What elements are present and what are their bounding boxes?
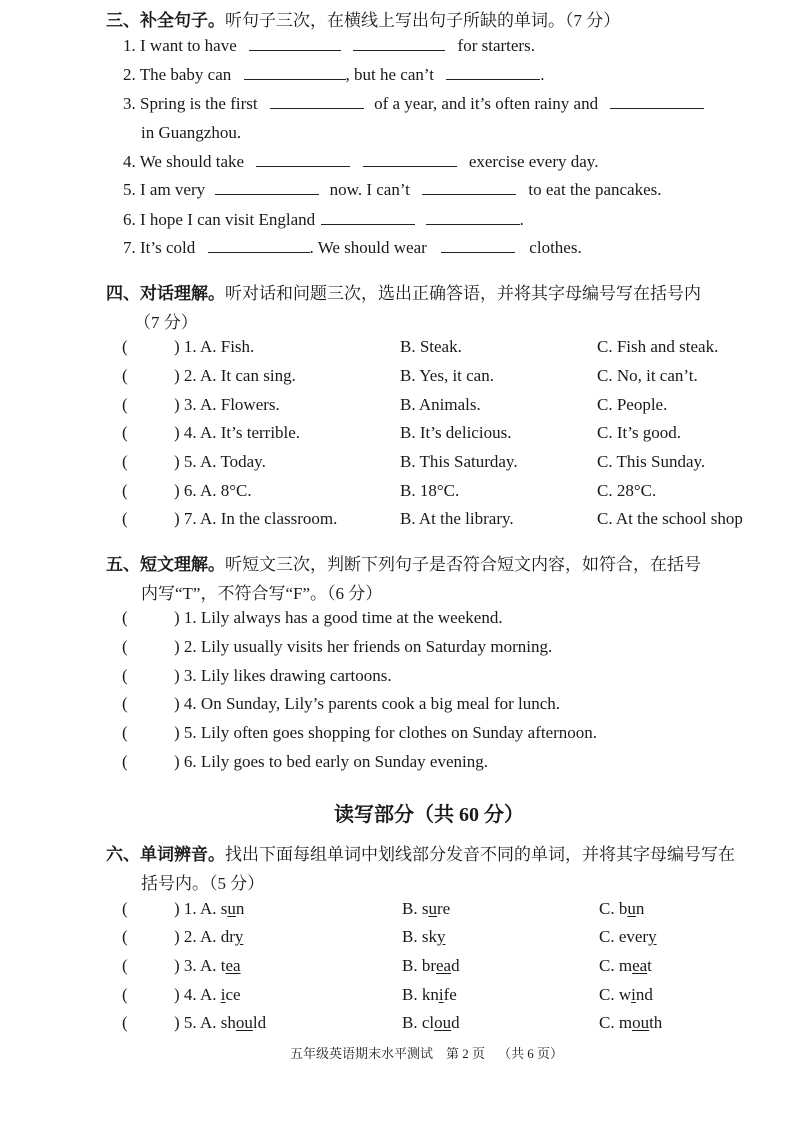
word-option-b <box>402 899 450 919</box>
answer-blank[interactable] <box>353 36 445 51</box>
answer-blank[interactable] <box>363 152 457 167</box>
s3-item-3-cont: in Guangzhou. <box>141 123 242 142</box>
s3-item-7-text: 7. It’s cold <box>123 238 196 257</box>
section3-heading <box>106 6 620 31</box>
underlined-letters: u <box>627 899 636 918</box>
answer-paren[interactable]: ( <box>122 395 128 414</box>
option-c: C. People. <box>597 395 668 414</box>
section5-points: 内写“T”，不符合写“F”。（6 分） <box>141 584 383 603</box>
word-part: d <box>451 956 460 975</box>
s3-item-7-mid: . We should wear <box>309 238 427 257</box>
statement: ) 1. Lily always has a good time at the weekend. <box>174 608 503 627</box>
answer-paren[interactable]: ( <box>122 1013 128 1032</box>
s3-item-1-text: 1. I want to have <box>123 36 237 55</box>
answer-blank[interactable] <box>256 152 350 167</box>
answer-paren[interactable]: ( <box>122 752 128 771</box>
section4-instruction: 听对话和问题三次，选出正确答语，并将其字母编号写在括号内 <box>225 284 701 303</box>
answer-blank[interactable] <box>321 210 415 225</box>
s3-item-5-text: 5. I am very <box>123 180 206 199</box>
s3-item-5 <box>123 180 662 200</box>
section6-instruction-cont <box>141 869 264 894</box>
word-option-c <box>599 956 652 976</box>
word-part: fe <box>443 985 457 1004</box>
answer-blank[interactable] <box>270 94 364 109</box>
s3-item-1-end: for starters. <box>457 36 535 55</box>
word-option-c <box>599 985 653 1005</box>
section6-instruction: 找出下面每组单词中划线部分发音不同的单词，并将其字母编号写在 <box>225 845 735 864</box>
option-b: B. Animals. <box>400 395 481 414</box>
s3-item-7-end: clothes. <box>529 238 582 257</box>
s3-item-2 <box>123 65 544 85</box>
word-part: C. ever <box>599 927 649 946</box>
answer-paren[interactable]: ( <box>122 723 128 742</box>
answer-paren[interactable]: ( <box>122 366 128 385</box>
word-option-a <box>174 985 241 1005</box>
page-footer: 五年级英语期末水平测试 第 2 页 （共 6 页） <box>290 1046 564 1061</box>
section5-instruction-cont <box>141 579 382 604</box>
option-c: C. Fish and steak. <box>597 337 719 356</box>
s3-item-3 <box>123 94 704 114</box>
answer-blank[interactable] <box>426 210 520 225</box>
underlined-letters: i <box>438 985 444 1004</box>
s3-item-2-mid: , but he can’t <box>345 65 434 84</box>
answer-paren[interactable]: ( <box>122 608 128 627</box>
s3-item-6 <box>123 210 524 230</box>
part-title: 读写部分（共 60 分） <box>334 804 524 826</box>
answer-paren[interactable]: ( <box>122 985 128 1004</box>
word-part: B. kn <box>402 985 439 1004</box>
option-b: B. At the library. <box>400 509 514 528</box>
section4-instruction-cont <box>134 308 198 333</box>
underlined-letters: i <box>220 985 226 1004</box>
answer-paren[interactable]: ( <box>122 509 128 528</box>
underlined-letters: y <box>234 927 244 946</box>
underlined-letters: u <box>428 899 437 918</box>
word-option-c <box>599 1013 662 1033</box>
answer-paren[interactable]: ( <box>122 423 128 442</box>
option-c: C. No, it can’t. <box>597 366 698 385</box>
section3-title: 三、补全句子。 <box>106 11 225 30</box>
answer-paren[interactable]: ( <box>122 927 128 946</box>
option-a: ) 6. A. 8°C. <box>174 481 252 500</box>
word-part: ) 5. A. <box>174 1013 221 1032</box>
s3-item-4-text: 4. We should take <box>123 152 245 171</box>
underlined-letters: ea <box>436 956 452 975</box>
option-a: ) 3. A. Flowers. <box>174 395 280 414</box>
word-part: ) 4. A. <box>174 985 221 1004</box>
word-part: C. b <box>599 899 628 918</box>
s3-item-1 <box>123 36 535 56</box>
option-a: ) 5. A. Today. <box>174 452 266 471</box>
word-option-c <box>599 899 644 919</box>
section4-title: 四、对话理解。 <box>106 284 225 303</box>
underlined-letters: ou <box>434 1013 452 1032</box>
s3-item-6-end: . <box>519 210 524 229</box>
word-option-a <box>174 899 244 919</box>
word-option-b <box>402 1013 460 1033</box>
word-option-b <box>402 985 457 1005</box>
word-part: t <box>220 956 226 975</box>
word-part: C. m <box>599 956 633 975</box>
answer-paren[interactable]: ( <box>122 899 128 918</box>
option-b: B. It’s delicious. <box>400 423 512 442</box>
underlined-letters: y <box>648 927 657 946</box>
underlined-letters: u <box>227 899 236 918</box>
word-part: ld <box>252 1013 267 1032</box>
section5-heading <box>106 550 701 575</box>
word-option-a <box>174 956 241 976</box>
word-option-b <box>402 956 460 976</box>
section4-heading <box>106 279 701 304</box>
word-part: ) 1. A. <box>174 899 221 918</box>
word-part: n <box>635 899 645 918</box>
s3-item-2-end: . <box>540 65 545 84</box>
s3-item-3-mid: of a year, and it’s often rainy and <box>374 94 599 113</box>
section6-heading <box>106 840 735 865</box>
answer-paren[interactable]: ( <box>122 956 128 975</box>
statement: ) 2. Lily usually visits her friends on Saturday morning. <box>174 637 553 656</box>
s3-item-5-end: to eat the pancakes. <box>528 180 662 199</box>
option-b: B. Yes, it can. <box>400 366 494 385</box>
section4-points: （7 分） <box>134 313 198 332</box>
option-c: C. At the school shop <box>597 509 743 528</box>
option-a: ) 1. A. Fish. <box>174 337 255 356</box>
word-part: sh <box>220 1013 236 1032</box>
option-c: C. 28°C. <box>597 481 657 500</box>
option-c: C. This Sunday. <box>597 452 706 471</box>
word-part: C. m <box>599 1013 633 1032</box>
word-part: B. s <box>402 899 429 918</box>
s3-item-4-end: exercise every day. <box>468 152 599 171</box>
word-part: dr <box>220 927 235 946</box>
section5-instruction: 听短文三次，判断下列句子是否符合短文内容，如符合，在括号 <box>225 555 701 574</box>
word-part: nd <box>635 985 653 1004</box>
answer-blank[interactable] <box>244 65 346 80</box>
answer-paren[interactable]: ( <box>122 481 128 500</box>
underlined-letters: y <box>436 927 446 946</box>
word-part: ce <box>225 985 241 1004</box>
s3-item-5-mid: now. I can’t <box>329 180 410 199</box>
answer-blank[interactable] <box>441 238 515 253</box>
word-part: ) 3. A. <box>174 956 221 975</box>
option-a: ) 2. A. It can sing. <box>174 366 296 385</box>
option-c: C. It’s good. <box>597 423 682 442</box>
underlined-letters: ea <box>225 956 241 975</box>
statement: ) 5. Lily often goes shopping for clothes on Sunday afternoon. <box>174 723 598 742</box>
word-part: d <box>451 1013 460 1032</box>
word-option-b <box>402 927 445 947</box>
answer-blank[interactable] <box>208 238 310 253</box>
option-b: B. Steak. <box>400 337 462 356</box>
section6-points: 括号内。（5 分） <box>141 874 265 893</box>
underlined-letters: ou <box>632 1013 650 1032</box>
answer-blank[interactable] <box>446 65 540 80</box>
word-option-a <box>174 927 243 947</box>
word-part: B. sk <box>402 927 437 946</box>
section6-title: 六、单词辨音。 <box>106 845 225 864</box>
section5-title: 五、短文理解。 <box>106 555 225 574</box>
s3-item-7 <box>123 238 582 258</box>
statement: ) 3. Lily likes drawing cartoons. <box>174 666 392 685</box>
answer-paren[interactable]: ( <box>122 452 128 471</box>
word-option-a <box>174 1013 266 1033</box>
underlined-letters: ea <box>632 956 648 975</box>
word-option-c <box>599 927 657 947</box>
word-part: th <box>649 1013 663 1032</box>
answer-blank[interactable] <box>215 180 319 195</box>
option-b: B. This Saturday. <box>400 452 518 471</box>
answer-paren[interactable]: ( <box>122 337 128 356</box>
answer-blank[interactable] <box>422 180 516 195</box>
underlined-letters: ou <box>235 1013 253 1032</box>
answer-paren[interactable]: ( <box>122 694 128 713</box>
word-part: ) 2. A. <box>174 927 221 946</box>
word-part: n <box>235 899 245 918</box>
option-a: ) 7. A. In the classroom. <box>174 509 338 528</box>
option-b: B. 18°C. <box>400 481 460 500</box>
word-part: s <box>220 899 228 918</box>
s3-item-3-text: 3. Spring is the first <box>123 94 258 113</box>
answer-blank[interactable] <box>249 36 341 51</box>
word-part: re <box>436 899 451 918</box>
word-part: C. w <box>599 985 632 1004</box>
answer-blank[interactable] <box>610 94 704 109</box>
statement: ) 6. Lily goes to bed early on Sunday evening. <box>174 752 488 771</box>
answer-paren[interactable]: ( <box>122 666 128 685</box>
word-part: B. cl <box>402 1013 435 1032</box>
word-part: B. br <box>402 956 436 975</box>
s3-item-2-text: 2. The baby can <box>123 65 232 84</box>
option-a: ) 4. A. It’s terrible. <box>174 423 301 442</box>
underlined-letters: i <box>631 985 636 1004</box>
s3-item-6-text: 6. I hope I can visit England <box>123 210 316 229</box>
statement: ) 4. On Sunday, Lily’s parents cook a big meal for lunch. <box>174 694 561 713</box>
word-part: t <box>647 956 652 975</box>
s3-item-4 <box>123 152 598 172</box>
answer-paren[interactable]: ( <box>122 637 128 656</box>
section3-instruction: 听句子三次，在横线上写出句子所缺的单词。（7 分） <box>225 11 621 30</box>
